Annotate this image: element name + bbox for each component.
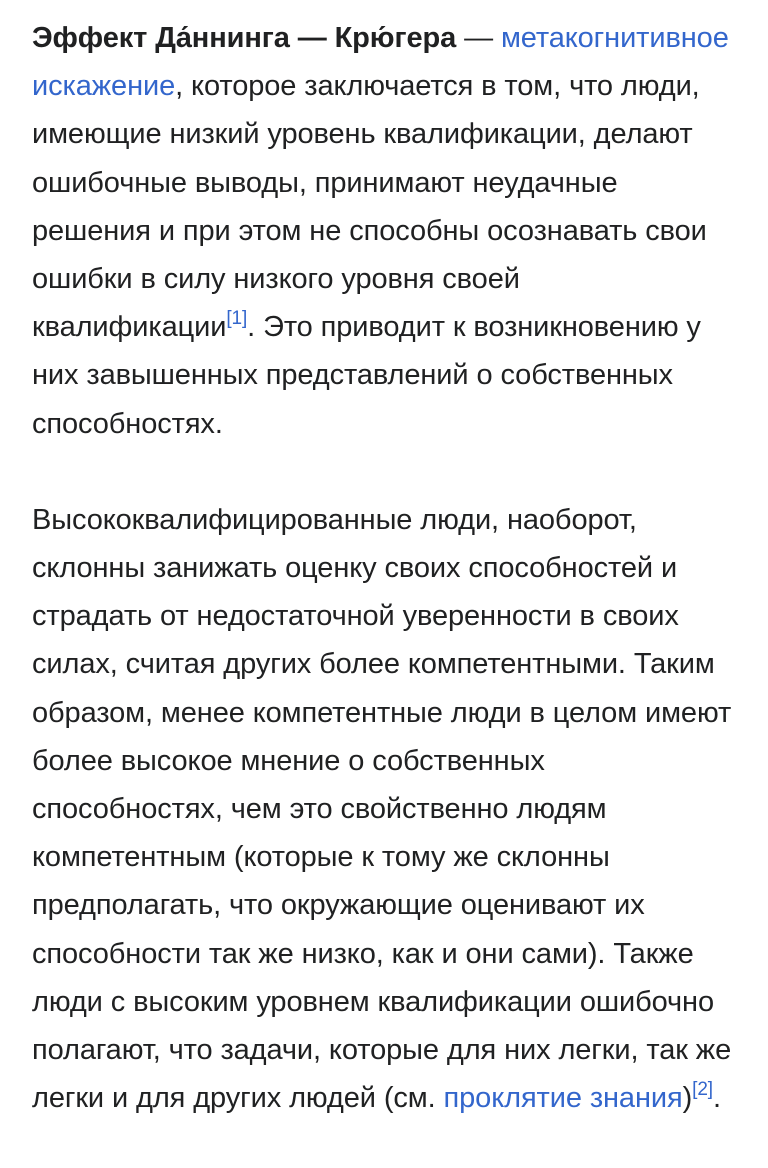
- intro-paragraph: [32, 14, 742, 448]
- term-dash: —: [456, 22, 501, 54]
- link-curse-of-knowledge[interactable]: проклятие знания: [443, 1082, 683, 1115]
- reference-2-link[interactable]: [2]: [692, 1078, 713, 1100]
- link-metacognitive-bias[interactable]: метакогнитивное искажение: [32, 22, 729, 103]
- intro-text-end: . Это приводит к возникновению у них завышенных представлений о собственных способностях.: [32, 311, 701, 440]
- closing-paren: ): [682, 1082, 693, 1115]
- final-period: .: [712, 1082, 721, 1115]
- second-paragraph: [32, 496, 742, 1123]
- article-term: Эффект Да́ннинга — Крю́гера: [32, 22, 457, 54]
- intro-text: , которое заключается в том, что люди, имеющие низкий уровень квалификации, делают ошибочные выводы, принимают неудачные решения и при этом не способны осознавать свои ошибки в силу низкого уровня своей квалификации: [32, 70, 707, 344]
- second-text: Высококвалифицированные люди, наоборот, склонны занижать оценку своих способностей и страдать от недостаточной уверенности в своих силах, считая других более компетентными. Таким образом, менее компетентные люди в целом имеют более высокое мнение о собственных способностях, чем это свойственно людям компетентным (которые к тому же склонны предполагать, что окружающие оценивают их способности так же низко, как и они сами). Также люди с высоким уровнем квалификации ошибочно полагают, что задачи, которые для них легки, так же легки и для других людей (см.: [32, 503, 732, 1115]
- article-body: [32, 14, 742, 1122]
- reference-1-link[interactable]: [1]: [226, 307, 248, 329]
